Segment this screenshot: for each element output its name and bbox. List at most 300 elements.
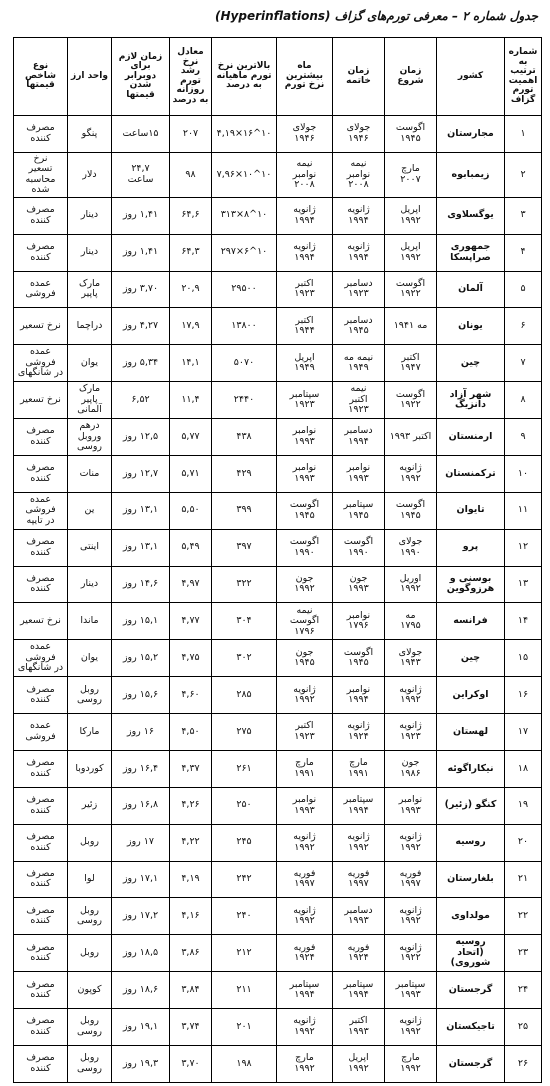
table-row — [14, 787, 542, 824]
cell-end: نیمه اکتبر ۱۹۲۳ — [333, 382, 385, 419]
cell-doubling-time: ۱۹,۱ روز — [112, 1009, 170, 1046]
cell-peak-monthly-rate: ۳۲۲ — [212, 566, 277, 603]
cell-peak-month: ژانویه ۱۹۹۴ — [277, 234, 333, 271]
cell-price-index: مصرف کننده — [14, 116, 68, 153]
cell-price-index: مصرف کننده — [14, 750, 68, 787]
cell-daily-rate: ۳,۷۰ — [170, 1045, 212, 1082]
cell-doubling-time: ۱۹,۳ روز — [112, 1045, 170, 1082]
cell-end: دسامبر ۱۹۹۳ — [333, 898, 385, 935]
cell-price-index: عمده فروشی در شانگهای — [14, 345, 68, 382]
table-row — [14, 271, 542, 308]
cell-currency: مارک پاپیر — [68, 271, 112, 308]
cell-peak-monthly-rate: ۳۰۲ — [212, 640, 277, 677]
cell-start: ژانویه ۱۹۲۳ — [385, 714, 437, 751]
cell-currency: روبل — [68, 824, 112, 861]
cell-start: سپتامبر ۱۹۹۳ — [385, 972, 437, 1009]
cell-end: نوامبر ۱۹۹۳ — [333, 455, 385, 492]
cell-peak-month: ژانویه ۱۹۹۲ — [277, 677, 333, 714]
column-header-end: زمان خاتمه — [333, 38, 385, 116]
cell-rank: ۲۴ — [505, 972, 542, 1009]
cell-start: ژانویه ۱۹۹۲ — [385, 824, 437, 861]
cell-currency: زئیر — [68, 787, 112, 824]
cell-doubling-time: ۲۴,۷ ساعت — [112, 152, 170, 197]
cell-rank: ۲۵ — [505, 1009, 542, 1046]
cell-rank: ۱۳ — [505, 566, 542, 603]
cell-currency: کوردوبا — [68, 750, 112, 787]
cell-start: جون ۱۹۸۶ — [385, 750, 437, 787]
cell-rank: ۴ — [505, 234, 542, 271]
cell-price-index: مصرف کننده — [14, 861, 68, 898]
cell-end: ژانویه ۱۹۹۲ — [333, 824, 385, 861]
cell-doubling-time: ۱۵,۶ روز — [112, 677, 170, 714]
column-header-daily-rate: معادل نرخ رشد تورم روزانه به درصد — [170, 38, 212, 116]
cell-country: مجارستان — [437, 116, 505, 153]
cell-peak-month: سپتامبر ۱۹۲۳ — [277, 382, 333, 419]
table-row — [14, 1009, 542, 1046]
cell-country: چین — [437, 345, 505, 382]
cell-start: اوریل ۱۹۹۲ — [385, 566, 437, 603]
cell-rank: ۱۷ — [505, 714, 542, 751]
cell-daily-rate: ۱۷,۹ — [170, 308, 212, 345]
cell-doubling-time: ۵,۳۴ روز — [112, 345, 170, 382]
cell-doubling-time: ۱۷,۲ روز — [112, 898, 170, 935]
cell-doubling-time: ۳,۷۰ روز — [112, 271, 170, 308]
table-row — [14, 419, 542, 456]
table-row — [14, 529, 542, 566]
cell-start: فوریه ۱۹۹۷ — [385, 861, 437, 898]
cell-country: کنگو (زئیر) — [437, 787, 505, 824]
cell-rank: ۱۶ — [505, 677, 542, 714]
cell-price-index: نرخ تسعیر — [14, 603, 68, 640]
cell-daily-rate: ۴,۱۶ — [170, 898, 212, 935]
column-header-currency: واحد ارز — [68, 38, 112, 116]
column-header-country: کشور — [437, 38, 505, 116]
cell-price-index: نرخ تسعیر — [14, 382, 68, 419]
cell-rank: ۱۴ — [505, 603, 542, 640]
cell-rank: ۲۰ — [505, 824, 542, 861]
cell-daily-rate: ۴,۶۰ — [170, 677, 212, 714]
cell-country: ارمنستان — [437, 419, 505, 456]
cell-country: گرجستان — [437, 972, 505, 1009]
cell-price-index: نرخ تسعیر — [14, 308, 68, 345]
cell-start: اگوست ۱۹۲۲ — [385, 271, 437, 308]
cell-end: ژانویه ۱۹۹۴ — [333, 234, 385, 271]
cell-daily-rate: ۵,۷۱ — [170, 455, 212, 492]
cell-peak-month: نیمه نوامبر ۲۰۰۸ — [277, 152, 333, 197]
cell-peak-month: مارچ ۱۹۹۲ — [277, 1045, 333, 1082]
cell-start: اپریل ۱۹۹۲ — [385, 197, 437, 234]
cell-price-index: مصرف کننده — [14, 419, 68, 456]
cell-country: مولداوی — [437, 898, 505, 935]
cell-peak-monthly-rate: ۱۰^۸×۳۱۳ — [212, 197, 277, 234]
table-row — [14, 603, 542, 640]
cell-price-index: عمده فروشی در تایپه — [14, 492, 68, 529]
cell-end: نیمه مه ۱۹۴۹ — [333, 345, 385, 382]
cell-doubling-time: ۱۳,۱ روز — [112, 492, 170, 529]
cell-doubling-time: ۱۸,۶ روز — [112, 972, 170, 1009]
table-row — [14, 972, 542, 1009]
cell-daily-rate: ۴,۲۲ — [170, 824, 212, 861]
cell-peak-month: فوریه ۱۹۲۴ — [277, 935, 333, 972]
cell-price-index: مصرف کننده — [14, 677, 68, 714]
cell-rank: ۵ — [505, 271, 542, 308]
cell-peak-monthly-rate: ۳۹۷ — [212, 529, 277, 566]
cell-end: ژانویه ۱۹۲۴ — [333, 714, 385, 751]
table-row — [14, 345, 542, 382]
cell-end: ژانویه ۱۹۹۴ — [333, 197, 385, 234]
cell-doubling-time: ۱۴,۶ روز — [112, 566, 170, 603]
cell-currency: پنگو — [68, 116, 112, 153]
table-row — [14, 640, 542, 677]
cell-start: ژانویه ۱۹۲۲ — [385, 935, 437, 972]
cell-country: یونان — [437, 308, 505, 345]
cell-currency: اینتی — [68, 529, 112, 566]
cell-daily-rate: ۵,۵۰ — [170, 492, 212, 529]
cell-end: نوامبر ۱۹۹۴ — [333, 677, 385, 714]
cell-peak-monthly-rate: ۲۶۱ — [212, 750, 277, 787]
table-row — [14, 566, 542, 603]
cell-price-index: مصرف کننده — [14, 455, 68, 492]
cell-price-index: مصرف کننده — [14, 787, 68, 824]
cell-country: جمهوری صراپسکا — [437, 234, 505, 271]
page-title: جدول شماره ۲ – معرفی تورم‌های گزاف (Hyperinflations) — [215, 9, 538, 23]
cell-start: ژانویه ۱۹۹۲ — [385, 898, 437, 935]
cell-country: فرانسه — [437, 603, 505, 640]
cell-price-index: مصرف کننده — [14, 935, 68, 972]
cell-currency: لوا — [68, 861, 112, 898]
cell-price-index: عمده فروشی — [14, 271, 68, 308]
cell-daily-rate: ۴,۷۵ — [170, 640, 212, 677]
cell-peak-monthly-rate: ۲۴۰ — [212, 898, 277, 935]
cell-peak-monthly-rate: ۱۳۸۰۰ — [212, 308, 277, 345]
cell-price-index: مصرف کننده — [14, 566, 68, 603]
cell-start: مه ۱۷۹۵ — [385, 603, 437, 640]
cell-rank: ۸ — [505, 382, 542, 419]
cell-daily-rate: ۹۸ — [170, 152, 212, 197]
cell-start: جولای ۱۹۴۳ — [385, 640, 437, 677]
cell-doubling-time: ۱۵,۲ روز — [112, 640, 170, 677]
hyperinflation-table — [13, 37, 542, 1083]
cell-doubling-time: ۱۶ روز — [112, 714, 170, 751]
cell-doubling-time: ۱۶,۴ روز — [112, 750, 170, 787]
cell-country: ترکمنستان — [437, 455, 505, 492]
cell-peak-month: ژانویه ۱۹۹۲ — [277, 1009, 333, 1046]
cell-currency: روبل روسی — [68, 1045, 112, 1082]
cell-price-index: مصرف کننده — [14, 234, 68, 271]
cell-country: لهستان — [437, 714, 505, 751]
cell-price-index: مصرف کننده — [14, 1045, 68, 1082]
cell-daily-rate: ۵,۷۷ — [170, 419, 212, 456]
cell-peak-monthly-rate: ۲۰۱ — [212, 1009, 277, 1046]
cell-rank: ۱۹ — [505, 787, 542, 824]
cell-rank: ۶ — [505, 308, 542, 345]
cell-rank: ۹ — [505, 419, 542, 456]
cell-start: ژانویه ۱۹۹۲ — [385, 455, 437, 492]
cell-peak-month: سپتامبر ۱۹۹۴ — [277, 972, 333, 1009]
cell-daily-rate: ۴,۷۷ — [170, 603, 212, 640]
cell-peak-monthly-rate: ۳۰۴ — [212, 603, 277, 640]
cell-peak-month: اکتبر ۱۹۴۴ — [277, 308, 333, 345]
table-row — [14, 714, 542, 751]
cell-country: بوسنی و هرزوگوین — [437, 566, 505, 603]
cell-country: چین — [437, 640, 505, 677]
cell-rank: ۱ — [505, 116, 542, 153]
cell-currency: دینار — [68, 197, 112, 234]
cell-peak-month: نوامبر ۱۹۹۳ — [277, 787, 333, 824]
cell-peak-month: ژانویه ۱۹۹۲ — [277, 824, 333, 861]
cell-start: اگوست ۱۹۴۵ — [385, 116, 437, 153]
cell-end: نوامبر ۱۷۹۶ — [333, 603, 385, 640]
table-row — [14, 935, 542, 972]
cell-daily-rate: ۴,۹۷ — [170, 566, 212, 603]
cell-start: اگوست ۱۹۲۲ — [385, 382, 437, 419]
cell-end: دسامبر ۱۹۲۳ — [333, 271, 385, 308]
cell-currency: دراچما — [68, 308, 112, 345]
cell-country: شهر آزاد دانزیگ — [437, 382, 505, 419]
cell-end: مارچ ۱۹۹۱ — [333, 750, 385, 787]
cell-price-index: مصرف کننده — [14, 529, 68, 566]
cell-peak-month: نیمه اگوست ۱۷۹۶ — [277, 603, 333, 640]
cell-currency: روبل روسی — [68, 677, 112, 714]
table-body — [14, 116, 542, 1083]
table-row — [14, 234, 542, 271]
cell-start: اگوست ۱۹۴۵ — [385, 492, 437, 529]
cell-currency: درهم وروبل روسی — [68, 419, 112, 456]
table-row — [14, 861, 542, 898]
cell-end: نیمه نوامبر ۲۰۰۸ — [333, 152, 385, 197]
cell-country: آلمان — [437, 271, 505, 308]
cell-country: زیمبابوه — [437, 152, 505, 197]
cell-price-index: مصرف کننده — [14, 824, 68, 861]
cell-country: اوکراین — [437, 677, 505, 714]
cell-end: اگوست ۱۹۴۵ — [333, 640, 385, 677]
cell-peak-month: جون ۱۹۹۲ — [277, 566, 333, 603]
cell-end: جون ۱۹۹۳ — [333, 566, 385, 603]
cell-start: جولای ۱۹۹۰ — [385, 529, 437, 566]
cell-currency: کوپون — [68, 972, 112, 1009]
cell-price-index: عمده فروشی در شانگهای — [14, 640, 68, 677]
table-row — [14, 152, 542, 197]
cell-daily-rate: ۴,۳۷ — [170, 750, 212, 787]
cell-daily-rate: ۳,۸۴ — [170, 972, 212, 1009]
cell-price-index: مصرف کننده — [14, 1009, 68, 1046]
cell-start: ژانویه ۱۹۹۲ — [385, 1009, 437, 1046]
cell-daily-rate: ۳,۸۶ — [170, 935, 212, 972]
cell-country: یوگسلاوی — [437, 197, 505, 234]
cell-currency: مارکا — [68, 714, 112, 751]
cell-end: دسامبر ۱۹۴۵ — [333, 308, 385, 345]
cell-daily-rate: ۲۰۷ — [170, 116, 212, 153]
cell-start: نوامبر ۱۹۹۳ — [385, 787, 437, 824]
cell-start: ژانویه ۱۹۹۲ — [385, 677, 437, 714]
cell-currency: دینار — [68, 234, 112, 271]
table-row — [14, 492, 542, 529]
cell-rank: ۲۲ — [505, 898, 542, 935]
cell-price-index: مصرف کننده — [14, 972, 68, 1009]
cell-doubling-time: ۱۸,۵ روز — [112, 935, 170, 972]
cell-peak-monthly-rate: ۲۴۲ — [212, 861, 277, 898]
cell-doubling-time: ۱۳,۱ روز — [112, 529, 170, 566]
table-row — [14, 116, 542, 153]
cell-doubling-time: ۶,۵۲ — [112, 382, 170, 419]
table-row — [14, 1045, 542, 1082]
cell-end: سپتامبر ۱۹۴۵ — [333, 492, 385, 529]
cell-end: اپریل ۱۹۹۲ — [333, 1045, 385, 1082]
table-row — [14, 455, 542, 492]
cell-start: اپریل ۱۹۹۲ — [385, 234, 437, 271]
cell-end: فوریه ۱۹۲۴ — [333, 935, 385, 972]
cell-doubling-time: ۴,۲۷ روز — [112, 308, 170, 345]
cell-peak-monthly-rate: ۱۰^۱۶×۴,۱۹ — [212, 116, 277, 153]
cell-rank: ۱۵ — [505, 640, 542, 677]
column-header-peak-monthly-rate: بالاترین نرخ تورم ماهیانه به درصد — [212, 38, 277, 116]
cell-doubling-time: ۱,۴۱ روز — [112, 197, 170, 234]
cell-daily-rate: ۶۴,۳ — [170, 234, 212, 271]
cell-end: اگوست ۱۹۹۰ — [333, 529, 385, 566]
cell-daily-rate: ۲۰,۹ — [170, 271, 212, 308]
column-header-rank: شماره به ترتیب اهمیت تورم گزاف — [505, 38, 542, 116]
cell-country: نیکاراگوئه — [437, 750, 505, 787]
table-row — [14, 824, 542, 861]
cell-rank: ۱۸ — [505, 750, 542, 787]
cell-doubling-time: ۱۵ساعت — [112, 116, 170, 153]
cell-daily-rate: ۴,۱۹ — [170, 861, 212, 898]
cell-peak-monthly-rate: ۱۰^۶×۲۹۷ — [212, 234, 277, 271]
cell-peak-monthly-rate: ۳۹۹ — [212, 492, 277, 529]
cell-start: اکتبر ۱۹۹۳ — [385, 419, 437, 456]
cell-rank: ۲۱ — [505, 861, 542, 898]
cell-rank: ۱۲ — [505, 529, 542, 566]
cell-price-index: مصرف کننده — [14, 898, 68, 935]
cell-peak-month: مارچ ۱۹۹۱ — [277, 750, 333, 787]
cell-currency: یوان — [68, 640, 112, 677]
cell-rank: ۲ — [505, 152, 542, 197]
cell-peak-monthly-rate: ۴۲۹ — [212, 455, 277, 492]
column-header-price-index: نوع شاخص قیمتها — [14, 38, 68, 116]
cell-peak-monthly-rate: ۲۴۵ — [212, 824, 277, 861]
table-row — [14, 308, 542, 345]
cell-doubling-time: ۱۲,۵ روز — [112, 419, 170, 456]
cell-peak-month: ژانویه ۱۹۹۲ — [277, 898, 333, 935]
cell-country: پرو — [437, 529, 505, 566]
cell-start: مه ۱۹۴۱ — [385, 308, 437, 345]
cell-rank: ۱۱ — [505, 492, 542, 529]
cell-peak-month: اپریل ۱۹۴۹ — [277, 345, 333, 382]
cell-daily-rate: ۶۴,۶ — [170, 197, 212, 234]
cell-price-index: مصرف کننده — [14, 197, 68, 234]
cell-country: تایوان — [437, 492, 505, 529]
cell-daily-rate: ۳,۷۴ — [170, 1009, 212, 1046]
cell-rank: ۳ — [505, 197, 542, 234]
cell-peak-monthly-rate: ۲۸۵ — [212, 677, 277, 714]
cell-peak-monthly-rate: ۲۹۵۰۰ — [212, 271, 277, 308]
cell-peak-monthly-rate: ۲۵۰ — [212, 787, 277, 824]
cell-start: مارچ ۱۹۹۲ — [385, 1045, 437, 1082]
cell-country: روسیه — [437, 824, 505, 861]
cell-currency: یوان — [68, 345, 112, 382]
cell-peak-monthly-rate: ۲۱۱ — [212, 972, 277, 1009]
cell-rank: ۲۶ — [505, 1045, 542, 1082]
cell-daily-rate: ۱۱,۴ — [170, 382, 212, 419]
cell-peak-month: فوریه ۱۹۹۷ — [277, 861, 333, 898]
cell-peak-monthly-rate: ۱۹۸ — [212, 1045, 277, 1082]
column-header-doubling-time: زمان لازم برای دوبرابر شدن قیمتها — [112, 38, 170, 116]
cell-daily-rate: ۵,۴۹ — [170, 529, 212, 566]
cell-currency: منات — [68, 455, 112, 492]
cell-peak-month: نوامبر ۱۹۹۳ — [277, 455, 333, 492]
cell-doubling-time: ۱۷ روز — [112, 824, 170, 861]
column-header-start: زمان شروع — [385, 38, 437, 116]
cell-peak-month: جولای ۱۹۴۶ — [277, 116, 333, 153]
table-row — [14, 677, 542, 714]
cell-country: تاجیکستان — [437, 1009, 505, 1046]
cell-currency: روبل روسی — [68, 898, 112, 935]
cell-currency: دینار — [68, 566, 112, 603]
cell-peak-month: نوامبر ۱۹۹۳ — [277, 419, 333, 456]
table-row — [14, 382, 542, 419]
cell-price-index: عمده فروشی — [14, 714, 68, 751]
table-row — [14, 197, 542, 234]
table-row — [14, 898, 542, 935]
cell-end: اکتبر ۱۹۹۳ — [333, 1009, 385, 1046]
cell-rank: ۱۰ — [505, 455, 542, 492]
table-header — [14, 38, 542, 116]
cell-start: اکتبر ۱۹۴۷ — [385, 345, 437, 382]
cell-peak-monthly-rate: ۵۰۷۰ — [212, 345, 277, 382]
cell-doubling-time: ۱۵,۱ روز — [112, 603, 170, 640]
table-row — [14, 750, 542, 787]
cell-country: روسیه (اتحاد شوروی) — [437, 935, 505, 972]
cell-daily-rate: ۴,۵۰ — [170, 714, 212, 751]
cell-currency: ماندا — [68, 603, 112, 640]
cell-peak-month: ژانویه ۱۹۹۴ — [277, 197, 333, 234]
cell-end: دسامبر ۱۹۹۴ — [333, 419, 385, 456]
cell-country: بلغارستان — [437, 861, 505, 898]
cell-peak-month: اگوست ۱۹۹۰ — [277, 529, 333, 566]
cell-daily-rate: ۱۴,۱ — [170, 345, 212, 382]
cell-rank: ۷ — [505, 345, 542, 382]
cell-peak-monthly-rate: ۱۰^۱۰×۷,۹۶ — [212, 152, 277, 197]
cell-daily-rate: ۴,۲۶ — [170, 787, 212, 824]
cell-peak-monthly-rate: ۲۴۴۰ — [212, 382, 277, 419]
cell-peak-monthly-rate: ۲۷۵ — [212, 714, 277, 751]
cell-doubling-time: ۱,۴۱ روز — [112, 234, 170, 271]
header-row — [14, 38, 542, 116]
cell-peak-month: اکتبر ۱۹۲۳ — [277, 271, 333, 308]
cell-currency: مارک پاپیر آلمانی — [68, 382, 112, 419]
cell-peak-month: اگوست ۱۹۴۵ — [277, 492, 333, 529]
cell-currency: دلار — [68, 152, 112, 197]
cell-price-index: نرخ تسعیر محاسبه شده — [14, 152, 68, 197]
cell-end: سپتامبر ۱۹۹۴ — [333, 972, 385, 1009]
cell-end: جولای ۱۹۴۶ — [333, 116, 385, 153]
cell-rank: ۲۳ — [505, 935, 542, 972]
cell-peak-monthly-rate: ۲۱۲ — [212, 935, 277, 972]
cell-currency: روبل — [68, 935, 112, 972]
cell-peak-monthly-rate: ۴۳۸ — [212, 419, 277, 456]
cell-start: مارچ ۲۰۰۷ — [385, 152, 437, 197]
cell-doubling-time: ۱۲,۷ روز — [112, 455, 170, 492]
cell-end: فوریه ۱۹۹۷ — [333, 861, 385, 898]
cell-doubling-time: ۱۷,۱ روز — [112, 861, 170, 898]
cell-country: گرجستان — [437, 1045, 505, 1082]
cell-doubling-time: ۱۶,۸ روز — [112, 787, 170, 824]
column-header-peak-month: ماه بیشترین نرخ تورم — [277, 38, 333, 116]
cell-currency: ین — [68, 492, 112, 529]
cell-end: سپتامبر ۱۹۹۴ — [333, 787, 385, 824]
cell-currency: روبل روسی — [68, 1009, 112, 1046]
cell-peak-month: جون ۱۹۴۵ — [277, 640, 333, 677]
